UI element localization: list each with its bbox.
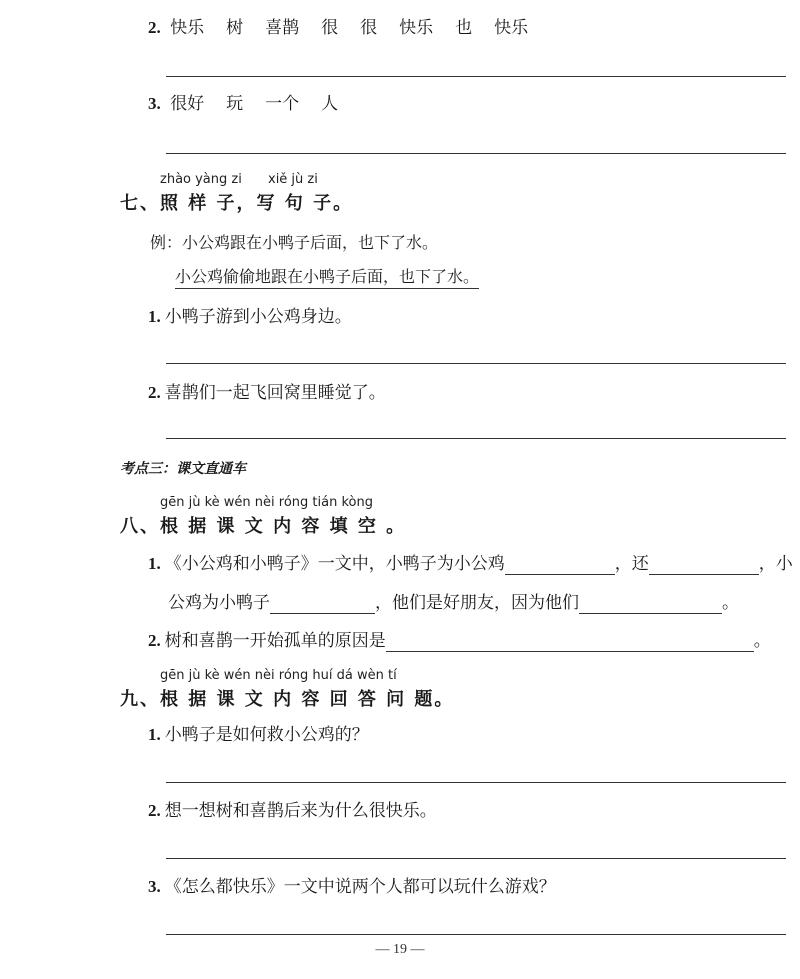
word-item: 一个 — [265, 94, 300, 114]
question-number: 2. — [148, 801, 161, 820]
question-text: 公鸡为小鸭子 — [168, 593, 270, 613]
page-number: — 19 — — [375, 942, 425, 957]
question-text: 小鸭子游到小公鸡身边。 — [164, 307, 352, 327]
question-7-2 — [148, 382, 386, 404]
answer-line[interactable] — [166, 153, 786, 154]
question-6-3 — [148, 93, 360, 115]
question-8-1-line1 — [148, 553, 793, 575]
fill-blank-4[interactable] — [579, 595, 722, 614]
example-label: 例： — [150, 233, 183, 252]
question-number: 2. — [148, 383, 161, 402]
question-text: 《怎么都快乐》一文中说两个人都可以玩什么游戏？ — [164, 877, 556, 897]
example-answer — [175, 266, 479, 288]
question-9-3 — [148, 876, 556, 898]
question-7-1 — [148, 306, 352, 328]
word-item: 快乐 — [494, 18, 529, 38]
question-8-1-line2 — [168, 592, 739, 614]
word-item: 很 — [360, 18, 378, 38]
fill-blank-2[interactable] — [649, 556, 759, 575]
pinyin-part-8: gēn jù kè wén nèi róng tián kòng — [160, 495, 373, 510]
word-list — [170, 94, 360, 114]
word-item: 快乐 — [170, 18, 205, 38]
example-answer-text: 小公鸡偷偷地跟在小鸭子后面，也下了水。 — [175, 267, 479, 289]
pinyin-xiejuzi: xiě jù zi — [268, 172, 318, 187]
question-number: 3. — [148, 877, 161, 896]
example-text: 小公鸡跟在小鸭子后面，也下了水。 — [182, 233, 439, 252]
pinyin-zhaoyangzi: zhào yàng zi — [160, 172, 242, 187]
word-item: 快乐 — [399, 18, 434, 38]
word-item: 喜鹊 — [265, 18, 300, 38]
section-title: 考点三：课文直通车 — [120, 461, 246, 477]
word-item: 树 — [226, 18, 244, 38]
question-number: 2. — [148, 631, 161, 650]
word-item: 玩 — [226, 94, 244, 114]
word-item: 很 — [321, 18, 339, 38]
word-list — [170, 18, 550, 38]
question-text: 。 — [722, 593, 739, 613]
answer-line[interactable] — [166, 934, 786, 935]
question-number: 1. — [148, 554, 161, 573]
question-number: 1. — [148, 725, 161, 744]
answer-line[interactable] — [166, 782, 786, 783]
pinyin-part-9: gēn jù kè wén nèi róng huí dá wèn tí — [160, 668, 397, 683]
answer-line[interactable] — [166, 438, 786, 439]
answer-line[interactable] — [166, 76, 786, 77]
question-9-2 — [148, 800, 437, 822]
word-item: 也 — [455, 18, 473, 38]
question-text: ，他们是好朋友，因为他们 — [375, 593, 579, 613]
fill-blank-1[interactable] — [505, 556, 615, 575]
question-text: ，小 — [758, 554, 793, 574]
question-text: 喜鹊们一起飞回窝里睡觉了。 — [164, 383, 386, 403]
fill-blank-3[interactable] — [270, 595, 375, 614]
question-text: 《小公鸡和小鸭子》一文中，小鸭子为小公鸡 — [164, 554, 505, 574]
question-number: 3. — [148, 94, 161, 113]
example-sentence — [150, 232, 438, 254]
question-6-2 — [148, 17, 550, 39]
question-text: 。 — [753, 631, 771, 651]
question-number: 2. — [148, 18, 161, 37]
heading-part-7: 七、照 样 子，写 句 子。 — [120, 193, 354, 214]
question-number: 1. — [148, 307, 161, 326]
question-text: 想一想树和喜鹊后来为什么很快乐。 — [164, 801, 437, 821]
question-9-1 — [148, 724, 369, 746]
question-8-2 — [148, 630, 771, 652]
answer-line[interactable] — [166, 858, 786, 859]
answer-line[interactable] — [166, 363, 786, 364]
fill-blank-5[interactable] — [386, 633, 754, 652]
question-text: ，还 — [614, 554, 649, 574]
word-item: 人 — [321, 94, 339, 114]
heading-part-8: 八、根 据 课 文 内 容 填 空 。 — [120, 516, 407, 537]
question-text: 树和喜鹊一开始孤单的原因是 — [164, 631, 386, 651]
heading-part-9: 九、根 据 课 文 内 容 回 答 问 题。 — [120, 689, 455, 710]
question-text: 小鸭子是如何救小公鸡的？ — [164, 725, 369, 745]
word-item: 很好 — [170, 94, 205, 114]
